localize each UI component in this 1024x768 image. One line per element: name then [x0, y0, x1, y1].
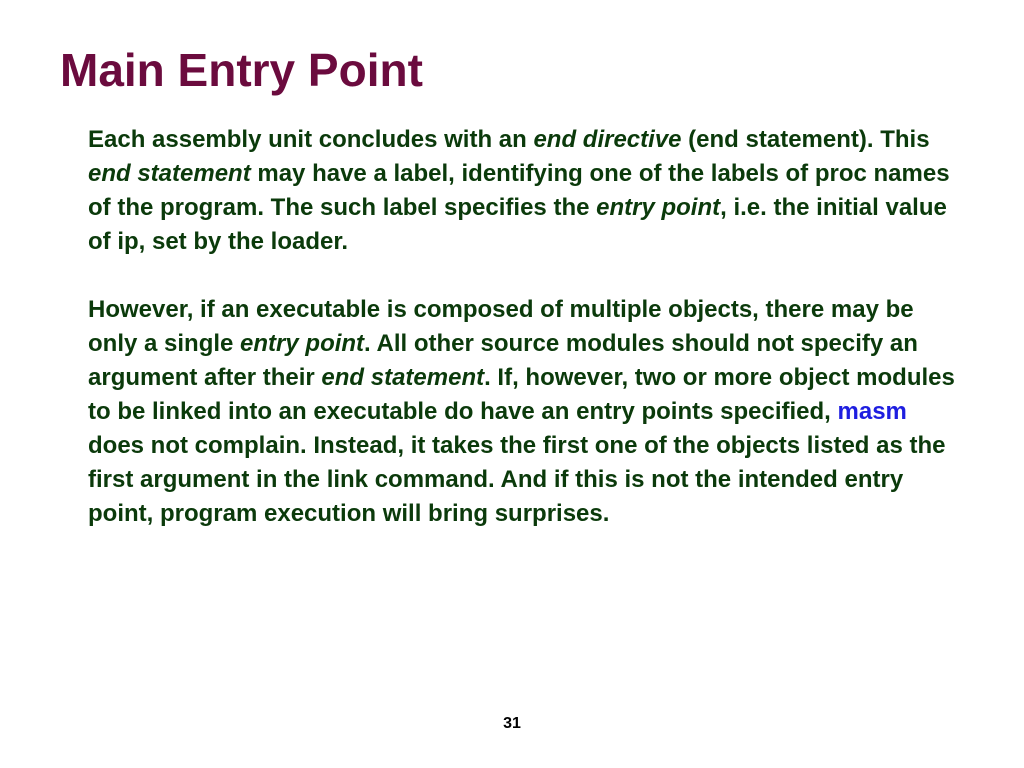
emphasis-end-statement: end statement — [88, 160, 251, 187]
paragraph-text: , i.e. the initial value of ip, set by the loader. — [88, 194, 947, 255]
slide-body — [88, 123, 968, 531]
paragraph-text: may have a label, identifying one of the labels of proc names of the program. The such label specifies the — [88, 160, 950, 221]
paragraph-multiple-objects — [88, 293, 968, 531]
slide-title: Main Entry Point — [60, 44, 423, 96]
emphasis-end-directive: end directive — [533, 126, 682, 153]
emphasis-entry-point: entry point — [596, 194, 721, 221]
paragraph-text: does not complain. Instead, it takes the first one of the objects listed as the first argument in the link command. And if this is not the intended entry point, program execution will bring surprises. — [88, 432, 946, 527]
paragraph-text: . All other source modules should not specify an argument after their — [88, 330, 918, 391]
paragraph-text: However, if an executable is composed of multiple objects, there may be only a single — [88, 296, 914, 357]
page-number: 31 — [503, 715, 521, 732]
emphasis-end-statement: end statement — [321, 364, 485, 391]
paragraph-end-directive — [88, 123, 968, 259]
paragraph-text: Each assembly unit concludes with an — [88, 126, 534, 153]
paragraph-text: . If, however, two or more object modules to be linked into an executable do have an entry points specified, — [88, 364, 955, 425]
emphasis-entry-point: entry point — [240, 330, 365, 357]
highlight-masm: masm — [837, 398, 907, 425]
paragraph-text: (end statement). This — [681, 126, 930, 153]
